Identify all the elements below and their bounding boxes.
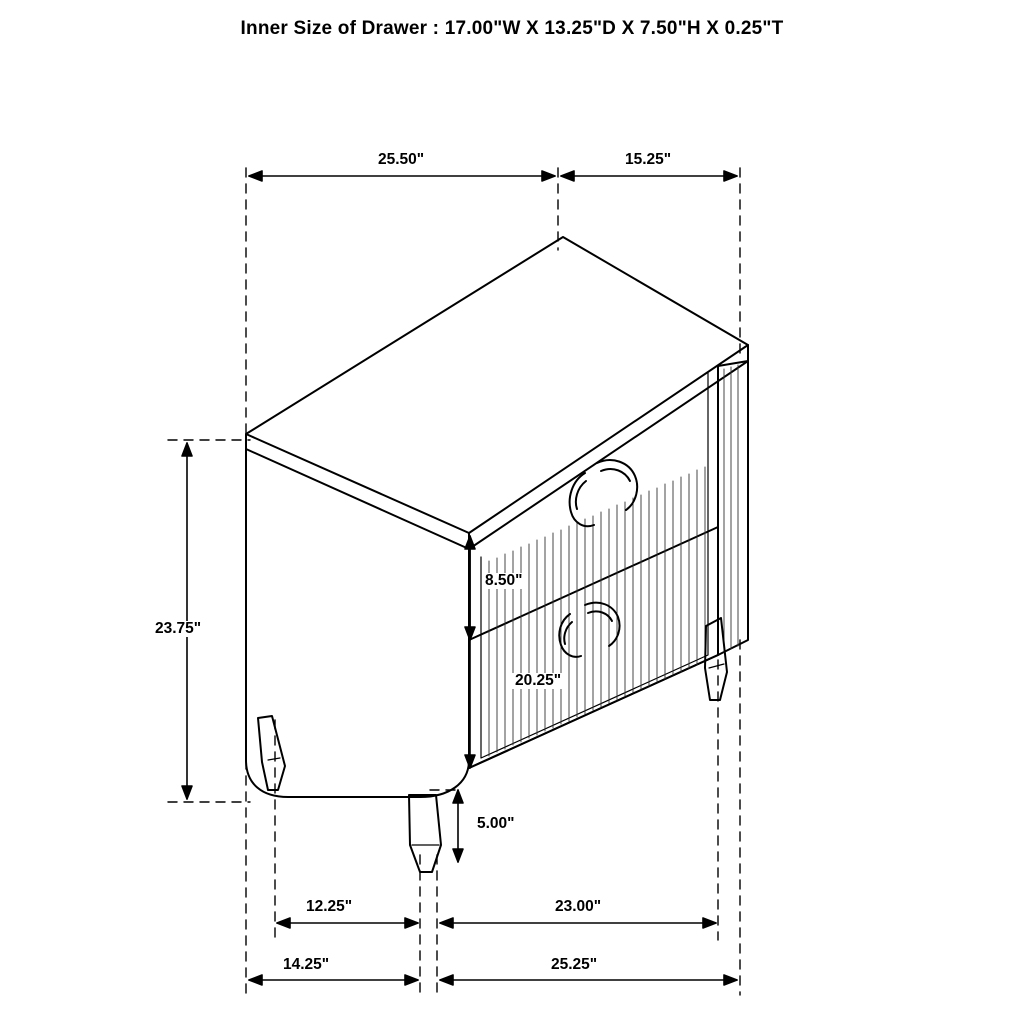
dimension-leg-height: 5.00" [474, 816, 518, 832]
dimension-base-depth-front: 12.25" [303, 899, 355, 915]
dimension-drawer-height: 8.50" [482, 573, 526, 589]
extension-lines [168, 168, 740, 995]
dimension-drawer-front-height: 20.25" [512, 673, 564, 689]
dimension-top-depth: 15.25" [622, 152, 674, 168]
dimension-top-width: 25.50" [375, 152, 427, 168]
dimension-arrows [182, 171, 737, 985]
dimension-overall-height: 23.75" [152, 621, 204, 637]
dimension-bottom-depth: 14.25" [280, 957, 332, 973]
page-title: Inner Size of Drawer : 17.00"W X 13.25"D X 7.50"H X 0.25"T [240, 18, 784, 39]
drawer-handles [559, 460, 637, 657]
dimension-base-width-front: 23.00" [552, 899, 604, 915]
dimension-bottom-width: 25.25" [548, 957, 600, 973]
